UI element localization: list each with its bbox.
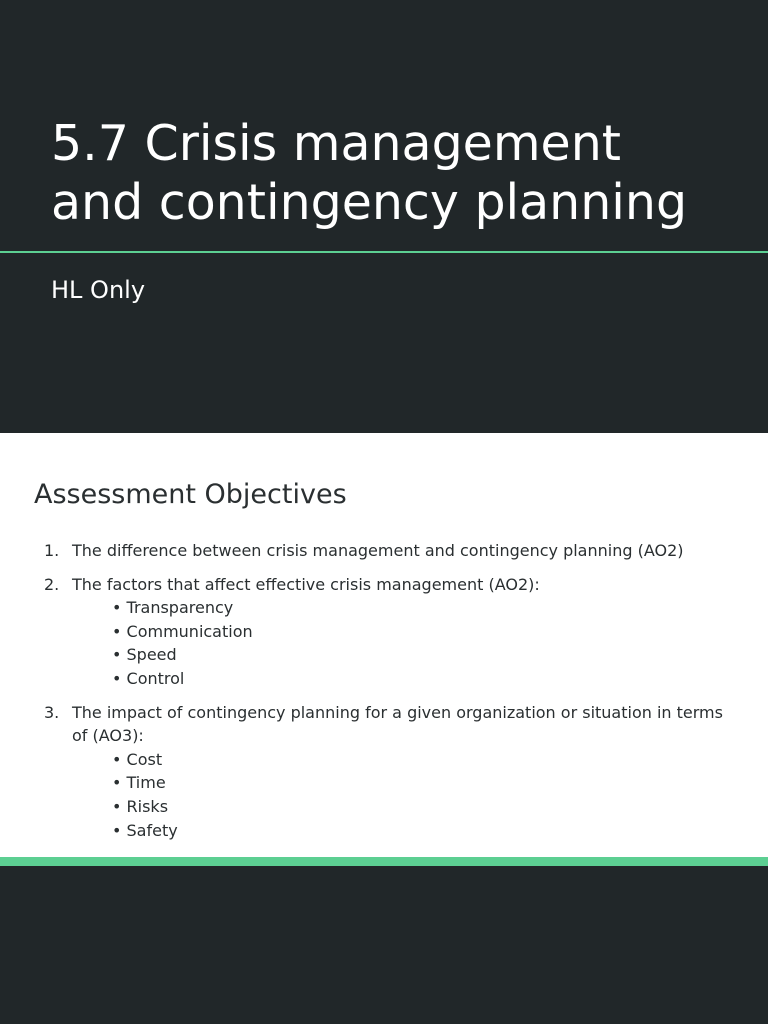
objective-item bbox=[0, 701, 768, 843]
bullet-item: • Communication bbox=[112, 621, 253, 641]
bullet-item: • Speed bbox=[112, 645, 177, 665]
section-heading: Assessment Objectives bbox=[34, 479, 347, 510]
objective-number: 2. bbox=[44, 574, 60, 594]
objective-text: The factors that affect effective crisis management (AO2): bbox=[72, 574, 540, 594]
title-slide bbox=[0, 0, 768, 433]
content-slide bbox=[0, 433, 768, 857]
title-divider bbox=[0, 251, 768, 253]
slide-title-line-2: and contingency planning bbox=[51, 174, 688, 231]
bullet-item: • Safety bbox=[112, 820, 178, 840]
slide-title bbox=[51, 114, 751, 232]
objective-number: 3. bbox=[44, 702, 60, 722]
impact-bullet-list bbox=[72, 748, 728, 842]
bullet-item: • Control bbox=[112, 668, 185, 688]
bullet-item: • Risks bbox=[112, 796, 169, 816]
bullet-item: • Time bbox=[112, 773, 166, 793]
objective-item bbox=[0, 539, 768, 563]
objective-item bbox=[0, 573, 768, 691]
accent-bar bbox=[0, 857, 768, 866]
bullet-item: • Cost bbox=[112, 749, 163, 769]
slide-subtitle: HL Only bbox=[51, 276, 146, 304]
bullet-item: • Transparency bbox=[112, 598, 234, 618]
objective-text: The impact of contingency planning for a given organization or situation in terms of (AO3): bbox=[72, 702, 723, 746]
objective-text: The difference between crisis management and contingency planning (AO2) bbox=[72, 541, 684, 560]
objectives-list bbox=[0, 539, 768, 842]
factor-bullet-list bbox=[72, 596, 728, 690]
slide-title-line-1: 5.7 Crisis management bbox=[51, 115, 621, 172]
objective-number: 1. bbox=[44, 541, 60, 560]
